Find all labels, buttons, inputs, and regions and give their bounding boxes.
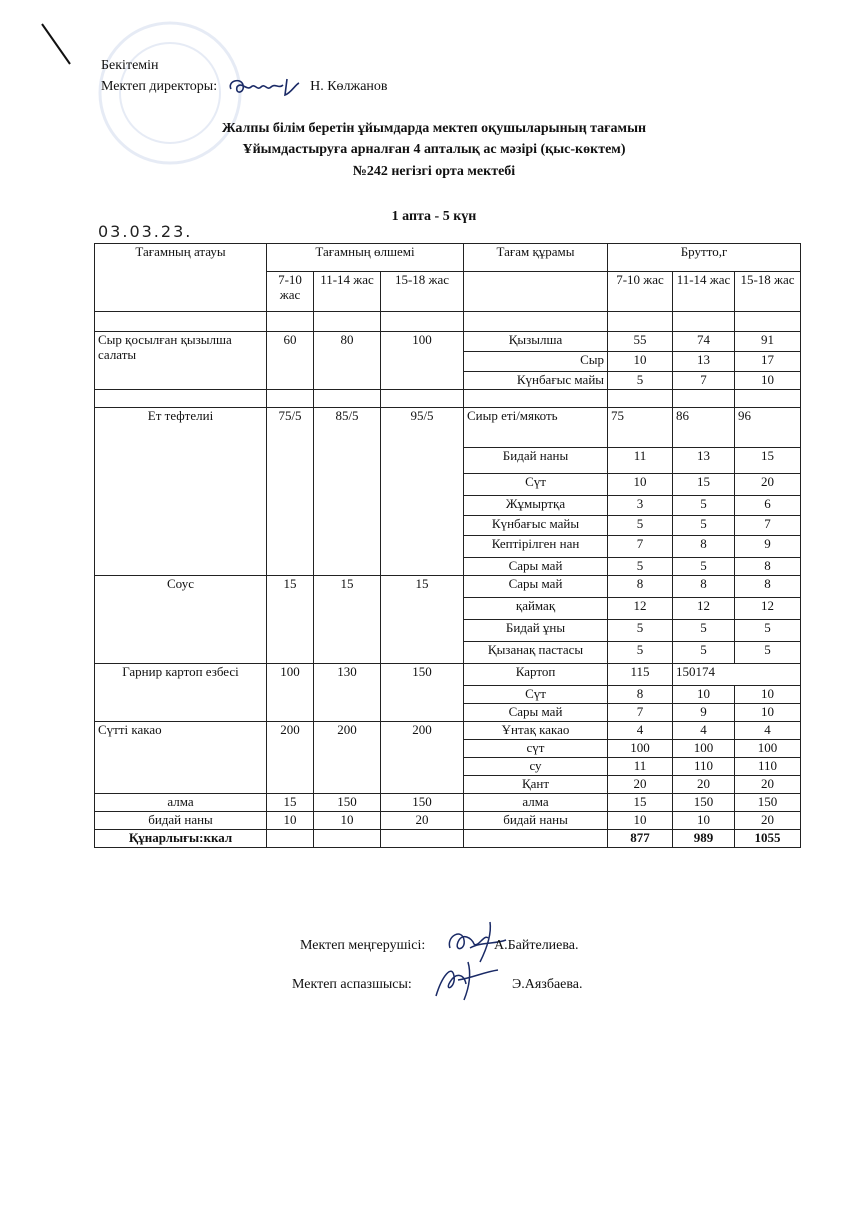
portion-value: 15 xyxy=(381,576,464,664)
brutto-value: 8 xyxy=(608,576,673,598)
brutto-value: 9 xyxy=(673,704,735,722)
brutto-value: 5 xyxy=(608,558,673,576)
brutto-age-2: 11-14 жас xyxy=(673,272,735,312)
menu-row xyxy=(95,664,801,686)
brutto-value: 110 xyxy=(735,758,801,776)
brutto-value: 5 xyxy=(673,496,735,516)
brutto-age-1: 7-10 жас xyxy=(608,272,673,312)
brutto-value: 20 xyxy=(735,776,801,794)
menu-row xyxy=(95,332,801,352)
director-label: Мектеп директоры: xyxy=(101,79,218,95)
brutto-value: 115 xyxy=(608,664,673,686)
ingredient-name: алма xyxy=(464,794,608,812)
week-day-label: 1 апта - 5 күн xyxy=(391,209,477,224)
spacer-cell xyxy=(267,312,314,332)
ingredient-name: су xyxy=(464,758,608,776)
spacer-cell xyxy=(608,312,673,332)
spacer-cell xyxy=(381,312,464,332)
brutto-value: 96 xyxy=(735,408,801,448)
brutto-value: 17 xyxy=(735,352,801,372)
brutto-value: 10 xyxy=(608,474,673,496)
brutto-value: 10 xyxy=(735,704,801,722)
portion-value: 80 xyxy=(314,332,381,390)
total-blank xyxy=(464,830,608,848)
brutto-value: 11 xyxy=(608,758,673,776)
brutto-value: 74 xyxy=(673,332,735,352)
brutto-value: 9 xyxy=(735,536,801,558)
dish-name: алма xyxy=(95,794,267,812)
menu-row xyxy=(95,794,801,812)
title-line-3: №242 негізгі орта мектебі xyxy=(352,164,516,179)
total-label: Құнарлығы:ккал xyxy=(95,830,267,848)
dish-name: Сүтті какао xyxy=(95,722,267,794)
director-signature xyxy=(225,75,303,99)
portion-value: 85/5 xyxy=(314,408,381,576)
ingredient-name: Сыр xyxy=(464,352,608,372)
brutto-value: 5 xyxy=(735,620,801,642)
ingredient-name: Картоп xyxy=(464,664,608,686)
spacer-cell xyxy=(314,312,381,332)
brutto-value: 4 xyxy=(673,722,735,740)
brutto-value: 150 xyxy=(673,794,735,812)
header-brutto: Брутто,г xyxy=(608,244,801,272)
brutto-value: 55 xyxy=(608,332,673,352)
dish-name: Ет тефтелиі xyxy=(95,408,267,576)
brutto-value: 20 xyxy=(735,812,801,830)
brutto-value: 86 xyxy=(673,408,735,448)
brutto-value: 10 xyxy=(735,372,801,390)
brutto-value: 150174 xyxy=(673,664,801,686)
spacer-cell xyxy=(735,312,801,332)
brutto-value: 8 xyxy=(608,686,673,704)
spacer-cell xyxy=(95,312,267,332)
brutto-value: 15 xyxy=(608,794,673,812)
brutto-value: 4 xyxy=(608,722,673,740)
menu-row xyxy=(95,576,801,598)
title-line-2: Ұйымдастыруға арналған 4 апталық ас мәзірі (қыс-көктем) xyxy=(242,142,626,157)
portion-age-3: 15-18 жас xyxy=(381,272,464,312)
brutto-value: 100 xyxy=(608,740,673,758)
portion-value: 150 xyxy=(381,664,464,722)
spacer-cell xyxy=(673,390,735,408)
spacer-cell xyxy=(267,390,314,408)
portion-value: 200 xyxy=(314,722,381,794)
portion-value: 95/5 xyxy=(381,408,464,576)
total-blank xyxy=(314,830,381,848)
portion-age-2: 11-14 жас xyxy=(314,272,381,312)
brutto-value: 150 xyxy=(735,794,801,812)
brutto-value: 91 xyxy=(735,332,801,352)
brutto-value: 12 xyxy=(673,598,735,620)
spacer-cell xyxy=(464,390,608,408)
ingredient-name: Кептірілген нан xyxy=(464,536,608,558)
portion-age-1: 7-10 жас xyxy=(267,272,314,312)
ingredient-name: Ұнтақ какао xyxy=(464,722,608,740)
brutto-value: 100 xyxy=(735,740,801,758)
spacer-cell xyxy=(673,312,735,332)
ingredient-name: Қызылша xyxy=(464,332,608,352)
brutto-value: 20 xyxy=(735,474,801,496)
brutto-value: 20 xyxy=(673,776,735,794)
portion-value: 100 xyxy=(381,332,464,390)
brutto-value: 13 xyxy=(673,352,735,372)
ingredient-name: Сүт xyxy=(464,686,608,704)
brutto-value: 10 xyxy=(608,812,673,830)
portion-value: 150 xyxy=(314,794,381,812)
ingredient-name: Сары май xyxy=(464,576,608,598)
spacer-row xyxy=(95,390,801,408)
brutto-value: 5 xyxy=(608,642,673,664)
header-row xyxy=(95,244,801,272)
brutto-value: 5 xyxy=(673,620,735,642)
header-dish-name: Тағамның атауы xyxy=(95,244,267,312)
ingredient-name: қаймақ xyxy=(464,598,608,620)
brutto-value: 12 xyxy=(608,598,673,620)
pen-mark xyxy=(38,20,78,70)
ingredient-name: Сиыр еті/мякоть xyxy=(464,408,608,448)
total-value: 989 xyxy=(673,830,735,848)
portion-value: 10 xyxy=(267,812,314,830)
ingredient-name: Күнбағыс майы xyxy=(464,372,608,390)
brutto-value: 15 xyxy=(735,448,801,474)
ingredient-name: сүт xyxy=(464,740,608,758)
portion-value: 200 xyxy=(381,722,464,794)
brutto-value: 7 xyxy=(673,372,735,390)
director-name: Н. Көлжанов xyxy=(310,79,388,95)
ingredient-name: Бидай наны xyxy=(464,448,608,474)
brutto-value: 10 xyxy=(735,686,801,704)
title-line-1: Жалпы білім беретін ұйымдарда мектеп оқушыларының тағамын xyxy=(221,121,647,136)
brutto-value: 100 xyxy=(673,740,735,758)
spacer-cell xyxy=(95,390,267,408)
brutto-value: 75 xyxy=(608,408,673,448)
ingredient-name: Бидай ұны xyxy=(464,620,608,642)
brutto-value: 5 xyxy=(673,642,735,664)
header-composition: Тағам құрамы xyxy=(464,244,608,272)
spacer-cell xyxy=(464,312,608,332)
portion-value: 200 xyxy=(267,722,314,794)
brutto-value: 20 xyxy=(608,776,673,794)
spacer-row xyxy=(95,312,801,332)
ingredient-name: Жұмыртқа xyxy=(464,496,608,516)
approval-block xyxy=(101,56,388,99)
spacer-cell xyxy=(608,390,673,408)
dish-name: Сыр қосылған қызылша салаты xyxy=(95,332,267,390)
total-value: 1055 xyxy=(735,830,801,848)
portion-value: 15 xyxy=(267,794,314,812)
brutto-value: 10 xyxy=(673,686,735,704)
approval-label: Бекітемін xyxy=(101,58,159,73)
brutto-value: 3 xyxy=(608,496,673,516)
ingredient-name: Сары май xyxy=(464,558,608,576)
brutto-value: 5 xyxy=(735,642,801,664)
portion-value: 75/5 xyxy=(267,408,314,576)
brutto-value: 15 xyxy=(673,474,735,496)
header-portion: Тағамның өлшемі xyxy=(267,244,464,272)
brutto-value: 5 xyxy=(673,516,735,536)
handwritten-date: 03.03.23. xyxy=(98,222,193,241)
portion-value: 15 xyxy=(314,576,381,664)
menu-row xyxy=(95,812,801,830)
cook-label: Мектеп аспазшысы: xyxy=(292,977,412,992)
menu-table xyxy=(94,243,801,848)
ingredient-name: Күнбағыс майы xyxy=(464,516,608,536)
brutto-value: 7 xyxy=(735,516,801,536)
brutto-value: 10 xyxy=(673,812,735,830)
ingredient-name: бидай наны xyxy=(464,812,608,830)
brutto-value: 8 xyxy=(735,576,801,598)
brutto-value: 12 xyxy=(735,598,801,620)
portion-value: 100 xyxy=(267,664,314,722)
spacer-cell xyxy=(314,390,381,408)
brutto-value: 5 xyxy=(673,558,735,576)
spacer-cell xyxy=(381,390,464,408)
portion-value: 10 xyxy=(314,812,381,830)
brutto-value: 5 xyxy=(608,516,673,536)
portion-value: 150 xyxy=(381,794,464,812)
ingredient-name: Сары май xyxy=(464,704,608,722)
dish-name: Соус xyxy=(95,576,267,664)
brutto-value: 7 xyxy=(608,704,673,722)
brutto-value: 8 xyxy=(735,558,801,576)
portion-value: 20 xyxy=(381,812,464,830)
total-value: 877 xyxy=(608,830,673,848)
dish-name: Гарнир картоп езбесі xyxy=(95,664,267,722)
total-blank xyxy=(267,830,314,848)
ingredient-name: Қант xyxy=(464,776,608,794)
menu-row xyxy=(95,722,801,740)
brutto-value: 11 xyxy=(608,448,673,474)
brutto-value: 5 xyxy=(608,372,673,390)
composition-blank xyxy=(464,272,608,312)
cook-signature xyxy=(428,956,508,1002)
brutto-value: 8 xyxy=(673,576,735,598)
total-row xyxy=(95,830,801,848)
brutto-age-3: 15-18 жас xyxy=(735,272,801,312)
spacer-cell xyxy=(735,390,801,408)
portion-value: 60 xyxy=(267,332,314,390)
ingredient-name: Сүт xyxy=(464,474,608,496)
cook-name: Э.Аязбаева. xyxy=(512,977,583,992)
portion-value: 130 xyxy=(314,664,381,722)
total-blank xyxy=(381,830,464,848)
menu-row xyxy=(95,408,801,448)
portion-value: 15 xyxy=(267,576,314,664)
ingredient-name: Қызанақ пастасы xyxy=(464,642,608,664)
director-line xyxy=(101,75,388,99)
brutto-value: 5 xyxy=(608,620,673,642)
brutto-value: 8 xyxy=(673,536,735,558)
brutto-value: 4 xyxy=(735,722,801,740)
dish-name: бидай наны xyxy=(95,812,267,830)
brutto-value: 7 xyxy=(608,536,673,558)
manager-label: Мектеп меңгерушісі: xyxy=(300,938,426,953)
brutto-value: 13 xyxy=(673,448,735,474)
brutto-value: 10 xyxy=(608,352,673,372)
brutto-value: 110 xyxy=(673,758,735,776)
manager-name: А.Байтелиева. xyxy=(494,938,579,953)
brutto-value: 6 xyxy=(735,496,801,516)
